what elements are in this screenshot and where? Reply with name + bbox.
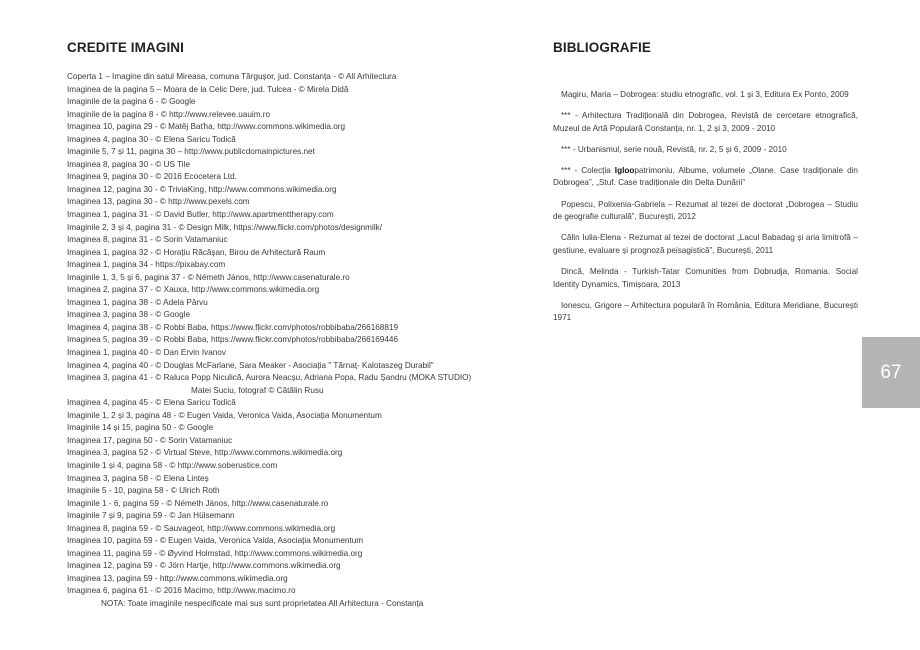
- credit-item: Imaginea 9, pagina 30 - © 2016 Ecocetera Ltd.: [67, 172, 237, 182]
- credit-item: Imaginea 3, pagina 41 - © Raluca Popp Niculică, Aurora Neacșu, Adriana Popa, Radu Șandru (MOKA STUDIO): [67, 373, 472, 383]
- credit-item: Imaginile de la pagina 6 - © Google: [67, 97, 196, 107]
- credit-item: Imaginea 1, pagina 38 - © Adela Pârvu: [67, 297, 208, 307]
- credit-item: Imaginea 3, pagina 58 - © Elena Linteș: [67, 473, 209, 483]
- bibliography-entry: Ionescu, Grigore – Arhitectura populară în România, Editura Meridiane, București 1971: [553, 300, 858, 323]
- credit-item: Imaginile 1, 2 și 3, pagina 48 - © Eugen Vaida, Veronica Vaida, Asociația Monumentum: [67, 410, 382, 420]
- bibliography-entry: Călin Iulia-Elena - Rezumat al tezei de doctorat „Lacul Babadag și aria limitrofă – gestiune, evaluare și prognoză peisagistică”, București, 2011: [553, 233, 858, 255]
- credit-item: Imaginea 13, pagina 59 - http://www.commons.wikimedia.org: [67, 573, 288, 583]
- credits-note: NOTA: Toate imaginile nespecificate mai sus sunt proprietatea All Arhitectura - Constanța: [101, 598, 424, 608]
- credit-item: Imaginea 12, pagina 59 - © Jörn Hartje, http://www.commons.wikimedia.org: [67, 561, 341, 571]
- credit-item: Imaginea 13, pagina 30 - © http://www.pexels.com: [67, 197, 250, 207]
- credit-item: Imaginile 5, 7 și 11, pagina 30 – http://www.publicdomainpictures.net: [67, 147, 315, 157]
- credit-item: Imaginea 10, pagina 59 - © Eugen Vaida, Veronica Vaida, Asociația Monumentum: [67, 536, 364, 546]
- credit-item: Imaginile 14 și 15, pagina 50 - © Google: [67, 423, 214, 433]
- credit-item: Coperta 1 – Imagine din satul Mireasa, comuna Târgușor, jud. Constanța - © All Arhitectura: [67, 72, 397, 81]
- credits-title: CREDITE IMAGINI: [67, 40, 185, 55]
- credit-item: Imaginea 3, pagina 38 - © Google: [67, 310, 191, 320]
- credit-item: Imaginea 4, pagina 40 - © Douglas McFarlane, Sara Meaker - Asociația " Tărnaț- Kalotaszeg Durabil": [67, 360, 434, 370]
- credit-item: Imaginea 5, pagina 39 - © Robbi Baba, https://www.flickr.com/photos/robbibaba/266169446: [67, 335, 399, 345]
- credit-item: Imaginea 8, pagina 30 - © US Tile: [67, 159, 190, 169]
- bibliography-column: [553, 40, 858, 333]
- credit-item: Imaginile 1 - 6, pagina 59 - © Németh János, http://www.casenaturale.ro: [67, 498, 329, 508]
- credit-item: Imaginea 3, pagina 52 - © Virtual Steve, http://www.commons.wikimedia.org: [67, 448, 343, 458]
- credit-item: Imaginea 12, pagina 30 - © TriviaKing, http://www.commons.wikimedia.org: [67, 184, 337, 194]
- credit-item: Imaginea 1, pagina 40 - © Dan Ervin Ivanov: [67, 348, 226, 358]
- bibliography-entry: Magiru, Maria – Dobrogea: studiu etnografic, vol. 1 și 3, Editura Ex Ponto, 2009: [561, 90, 849, 99]
- credit-item: Imaginile de la pagina 8 - © http://www.relevee.uauim.ro: [67, 109, 271, 119]
- bibliography-entry-suffix: patrimoniu, Albume, volumele „Olane. Case tradiționale din Dobrogea”, „Stuf. Case tradiționale din Delta Dunării”: [553, 165, 858, 188]
- bibliography-entry: *** - Urbanismul, serie nouă, Revistă, nr. 2, 5 și 6, 2009 - 2010: [561, 144, 787, 154]
- credit-item: Imaginea 11, pagina 59 - © Øyvind Holmstad, http://www.commons.wikimedia.org: [67, 548, 363, 558]
- bibliography-entry-brand: Igloo: [614, 165, 635, 175]
- bibliography-entry: Popescu, Polixenia-Gabriela – Rezumat al tezei de doctorat „Dobrogea – Studiu de geografie culturală”, București, 2012: [553, 199, 858, 222]
- bibliography-entry: [553, 165, 858, 190]
- credit-item: Imaginile 7 și 9, pagina 59 - © Jan Hülsemann: [67, 511, 235, 521]
- credit-item: Imaginile 1 și 4, pagina 58 - © http://www.soberustice.com: [67, 460, 278, 470]
- credit-item: Imaginea 8, pagina 59 - © Sauvageot, http://www.commons.wikimedia.org: [67, 523, 336, 533]
- page-number-tab: [862, 337, 920, 408]
- bibliography-entry: *** - Arhitectura Tradițională din Dobrogea, Revistă de cercetare etnografică, Muzeul de Artă Populară Constanța, nr. 1, 2 și 3, 2009 - 2010: [553, 111, 858, 133]
- credit-item: Imaginea 4, pagina 38 - © Robbi Baba, https://www.flickr.com/photos/robbibaba/266168819: [67, 322, 399, 332]
- credit-item: Imaginea 4, pagina 30 - © Elena Saricu Todică: [67, 134, 236, 144]
- credit-item: Imaginea 6, pagina 61 - © 2016 Macimo, http://www.macimo.ro: [67, 586, 296, 596]
- credits-list: [67, 71, 497, 611]
- credit-item: Imaginile 2, 3 și 4, pagina 31 - © Design Milk, https://www.flickr.com/photos/designmilk/: [67, 222, 383, 232]
- page-number: 67: [880, 361, 902, 383]
- credit-item: Imaginea 1, pagina 34 - https://pixabay.com: [67, 260, 226, 270]
- credit-item: Imaginea 4, pagina 45 - © Elena Saricu Todică: [67, 398, 236, 408]
- credit-item: Imaginea 1, pagina 32 - © Horațiu Răcășan, Birou de Arhitectură Raum: [67, 247, 326, 257]
- credit-item: Imaginile 1, 3, 5 și 6, pagina 37 - © Németh János, http://www.casenaturale.ro: [67, 272, 350, 282]
- bibliography-list: [553, 89, 858, 325]
- credit-item: Imaginea 17, pagina 50 - © Sorin Vatamaniuc: [67, 435, 233, 445]
- bibliography-title: BIBLIOGRAFIE: [553, 40, 651, 55]
- bibliography-entry-prefix: *** - Colecția: [561, 165, 615, 175]
- credit-item: Imaginea 1, pagina 31 - © David Butler, http://www.apartmenttherapy.com: [67, 210, 334, 220]
- credit-item: Imaginea 2, pagina 37 - © Xauxa, http://www.commons.wikimedia.org: [67, 285, 320, 295]
- credit-item: Imaginea 8, pagina 31 - © Sorin Vatamaniuc: [67, 235, 228, 245]
- credit-item: Imaginea 10, pagina 29 - © Matěj Baťha, http://www.commons.wikimedia.org: [67, 122, 346, 132]
- credit-item: Imaginea de la pagina 5 – Moara de la Celic Dere, jud. Tulcea - © Mirela Didă: [67, 84, 349, 94]
- credits-column: [67, 40, 497, 611]
- credit-item-continuation: Matei Suciu, fotograf © Cătălin Rusu: [191, 385, 324, 395]
- bibliography-entry: Dincă, Melinda - Turkish-Tatar Comunities from Dobrudja, Romania. Social Identity Dynamics, Timișoara, 2013: [553, 266, 858, 289]
- credit-item: Imaginile 5 - 10, pagina 58 - © Ulrich Roth: [67, 486, 220, 496]
